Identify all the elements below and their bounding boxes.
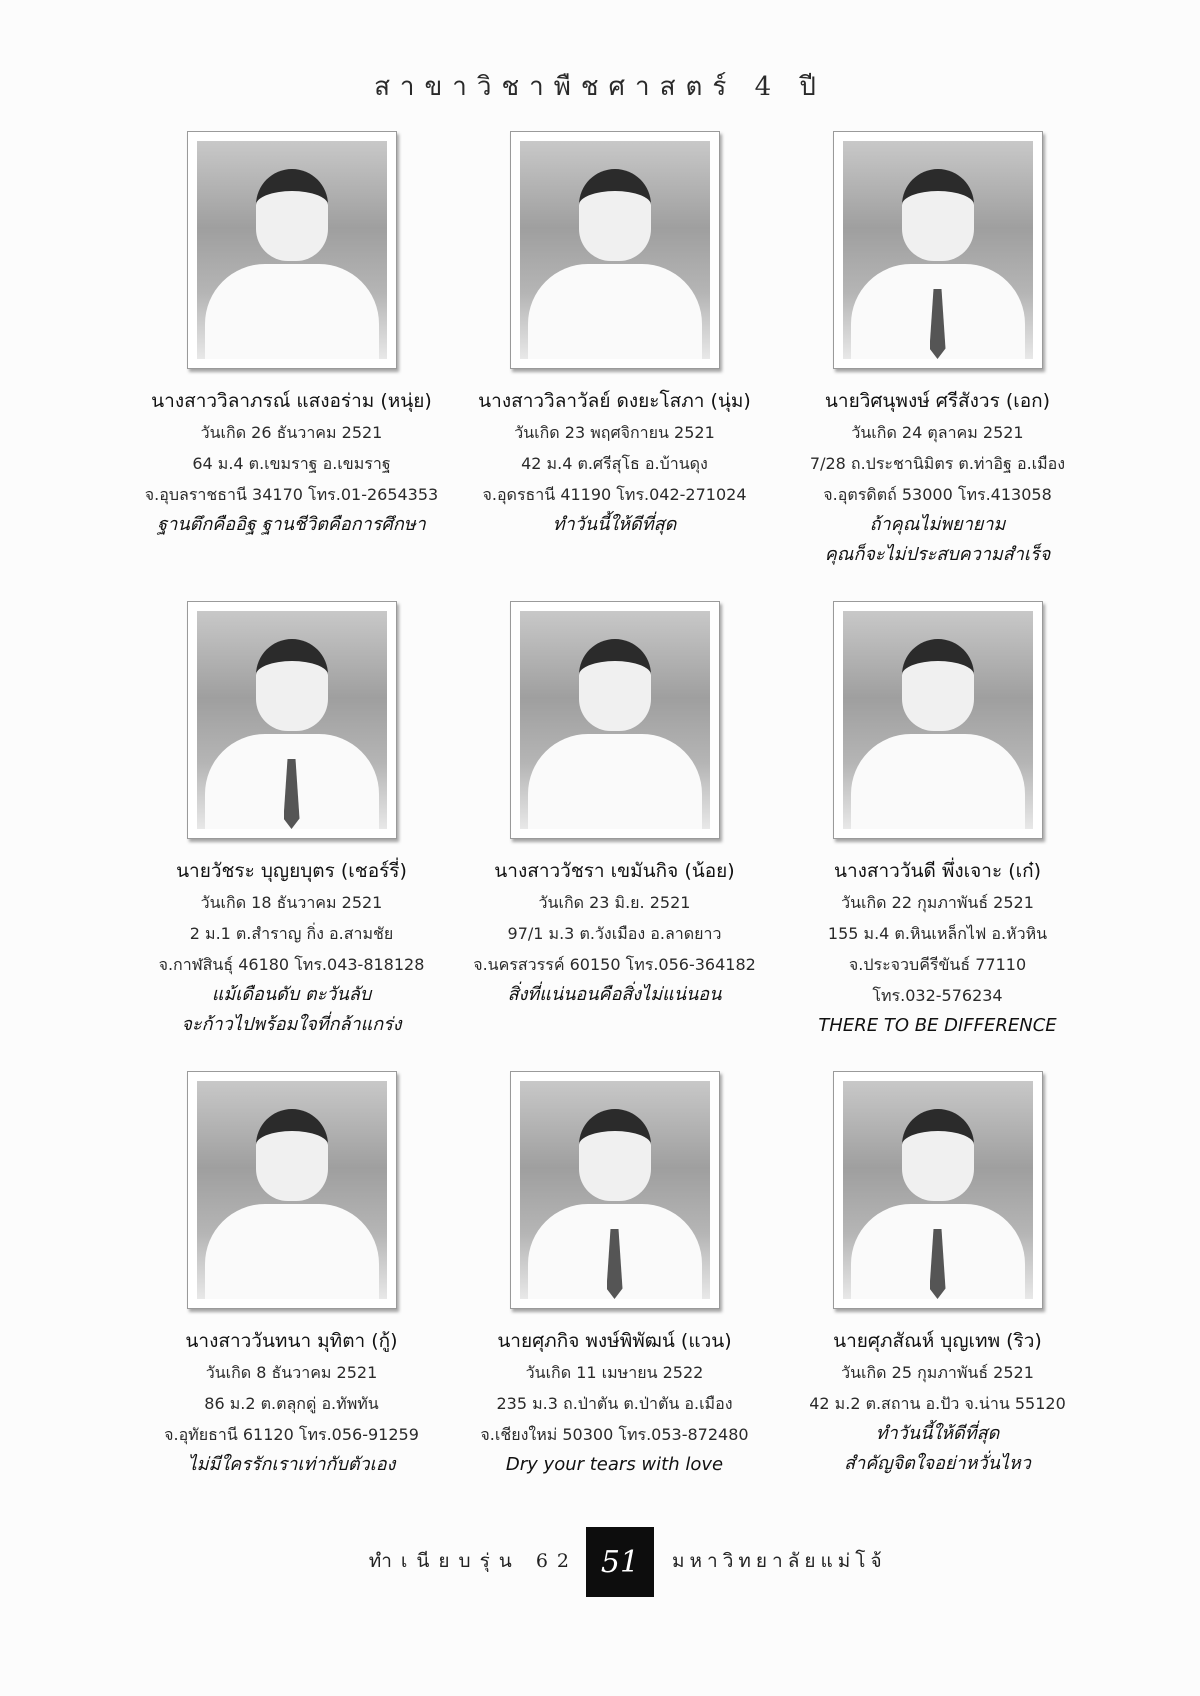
student-motto: ทำวันนี้ให้ดีที่สุด: [875, 1423, 1000, 1444]
student-card: [453, 595, 776, 1065]
portrait-image: [520, 1081, 710, 1299]
student-address-line: จ.กาฬสินธุ์ 46180 โทร.043-818128: [158, 955, 425, 974]
student-motto: ถ้าคุณไม่พยายาม: [869, 514, 1006, 535]
student-card: [130, 1065, 453, 1535]
student-name: นายศุภสัณห์ บุญเทพ (ริว): [833, 1330, 1042, 1352]
student-motto: ไม่มีใครรักเราเท่ากับตัวเอง: [187, 1454, 396, 1475]
student-birthdate: วันเกิด 23 มิ.ย. 2521: [538, 893, 691, 912]
student-motto: สิ่งที่แน่นอนคือสิ่งไม่แน่นอน: [507, 984, 722, 1005]
portrait-image: [520, 611, 710, 829]
portrait-image: [197, 141, 387, 359]
student-address-line: 42 ม.2 ต.สถาน อ.ปัว จ.น่าน 55120: [809, 1394, 1066, 1413]
student-name: นางสาววัชรา เขมันกิจ (น้อย): [494, 860, 735, 882]
student-address-line: 7/28 ถ.ประชานิมิตร ต.ท่าอิฐ อ.เมือง: [809, 454, 1066, 473]
portrait-image: [520, 141, 710, 359]
student-motto: แม้เดือนดับ ตะวันลับ: [211, 984, 372, 1005]
page-footer: [0, 1527, 1200, 1597]
student-address-line: จ.นครสวรรค์ 60150 โทร.056-364182: [473, 955, 756, 974]
student-name: นายวัชระ บุญยบุตร (เชอร์รี่): [176, 860, 407, 882]
student-photo: [510, 131, 720, 369]
student-address-line: 2 ม.1 ต.สำราญ กิ่ง อ.สามชัย: [189, 924, 394, 943]
student-card: [130, 595, 453, 1065]
student-motto: ฐานตึกคืออิฐ ฐานชีวิตคือการศึกษา: [157, 514, 426, 535]
student-photo: [833, 1071, 1043, 1309]
student-photo: [833, 131, 1043, 369]
student-birthdate: วันเกิด 8 ธันวาคม 2521: [205, 1363, 378, 1382]
student-motto: THERE TO BE DIFFERENCE: [818, 1015, 1057, 1036]
student-name: นางสาววันดี พึ่งเจาะ (เก๋): [833, 860, 1042, 882]
student-address-line: จ.อุดรธานี 41190 โทร.042-271024: [482, 485, 747, 504]
student-address-line: 97/1 ม.3 ต.วังเมือง อ.ลาดยาว: [507, 924, 722, 943]
student-photo: [833, 601, 1043, 839]
page-number: 51: [586, 1527, 654, 1597]
student-name: นายวิศนุพงษ์ ศรีสังวร (เอก): [824, 390, 1051, 412]
portrait-image: [197, 1081, 387, 1299]
student-motto: จะก้าวไปพร้อมใจที่กล้าแกร่ง: [181, 1014, 402, 1035]
student-address-line: 42 ม.4 ต.ศรีสุโธ อ.บ้านดุง: [521, 454, 708, 473]
student-motto: Dry your tears with love: [505, 1454, 724, 1475]
student-name: นายศุภกิจ พงษ์พิพัฒน์ (แวน): [497, 1330, 732, 1352]
student-grid: [130, 125, 1100, 1535]
student-address-line: จ.อุบลราชธานี 34170 โทร.01-2654353: [144, 485, 439, 504]
student-address-line: 155 ม.4 ต.หินเหล็กไฟ อ.หัวหิน: [827, 924, 1048, 943]
student-address-line: โทร.032-576234: [872, 986, 1003, 1005]
student-birthdate: วันเกิด 25 กุมภาพันธ์ 2521: [841, 1363, 1034, 1382]
footer-yearbook-label: ทำเนียบรุ่น 62: [368, 1550, 578, 1572]
student-photo: [187, 131, 397, 369]
student-photo: [510, 1071, 720, 1309]
student-address-line: 64 ม.4 ต.เขมราฐ อ.เขมราฐ: [192, 454, 391, 473]
footer-university-label: มหาวิทยาลัยแม่โจ้: [672, 1550, 887, 1572]
student-motto: คุณก็จะไม่ประสบความสำเร็จ: [824, 544, 1051, 565]
student-card: [776, 595, 1099, 1065]
student-birthdate: วันเกิด 24 ตุลาคม 2521: [851, 423, 1024, 442]
student-card: [776, 1065, 1099, 1535]
page-title: สาขาวิชาพืชศาสตร์ 4 ปี: [374, 72, 826, 102]
portrait-image: [843, 141, 1033, 359]
student-name: นางสาววันทนา มุทิตา (กู้): [185, 1330, 398, 1352]
student-birthdate: วันเกิด 23 พฤศจิกายน 2521: [514, 423, 715, 442]
student-motto: ทำวันนี้ให้ดีที่สุด: [552, 514, 677, 535]
student-address-line: จ.เชียงใหม่ 50300 โทร.053-872480: [480, 1425, 749, 1444]
student-card: [130, 125, 453, 595]
student-address-line: จ.ประจวบคีรีขันธ์ 77110: [848, 955, 1027, 974]
student-motto: สำคัญจิตใจอย่าหวั่นไหว: [844, 1453, 1031, 1474]
portrait-image: [843, 1081, 1033, 1299]
student-photo: [510, 601, 720, 839]
student-birthdate: วันเกิด 18 ธันวาคม 2521: [200, 893, 383, 912]
student-name: นางสาววิลาภรณ์ แสงอร่าม (หนุ่ย): [151, 390, 432, 412]
student-card: [453, 125, 776, 595]
portrait-image: [197, 611, 387, 829]
student-address-line: จ.อุตรดิตถ์ 53000 โทร.413058: [823, 485, 1052, 504]
student-card: [453, 1065, 776, 1535]
student-address-line: 235 ม.3 ถ.ป่าตัน ต.ป่าตัน อ.เมือง: [496, 1394, 733, 1413]
student-photo: [187, 601, 397, 839]
portrait-image: [843, 611, 1033, 829]
student-name: นางสาววิลาวัลย์ ดงยะโสภา (นุ่ม): [478, 390, 751, 412]
student-address-line: จ.อุทัยธานี 61120 โทร.056-91259: [164, 1425, 419, 1444]
student-card: [776, 125, 1099, 595]
student-birthdate: วันเกิด 22 กุมภาพันธ์ 2521: [841, 893, 1034, 912]
student-birthdate: วันเกิด 26 ธันวาคม 2521: [200, 423, 383, 442]
student-address-line: 86 ม.2 ต.ตลุกดู่ อ.ทัพทัน: [204, 1394, 379, 1413]
student-photo: [187, 1071, 397, 1309]
student-birthdate: วันเกิด 11 เมษายน 2522: [525, 1363, 704, 1382]
